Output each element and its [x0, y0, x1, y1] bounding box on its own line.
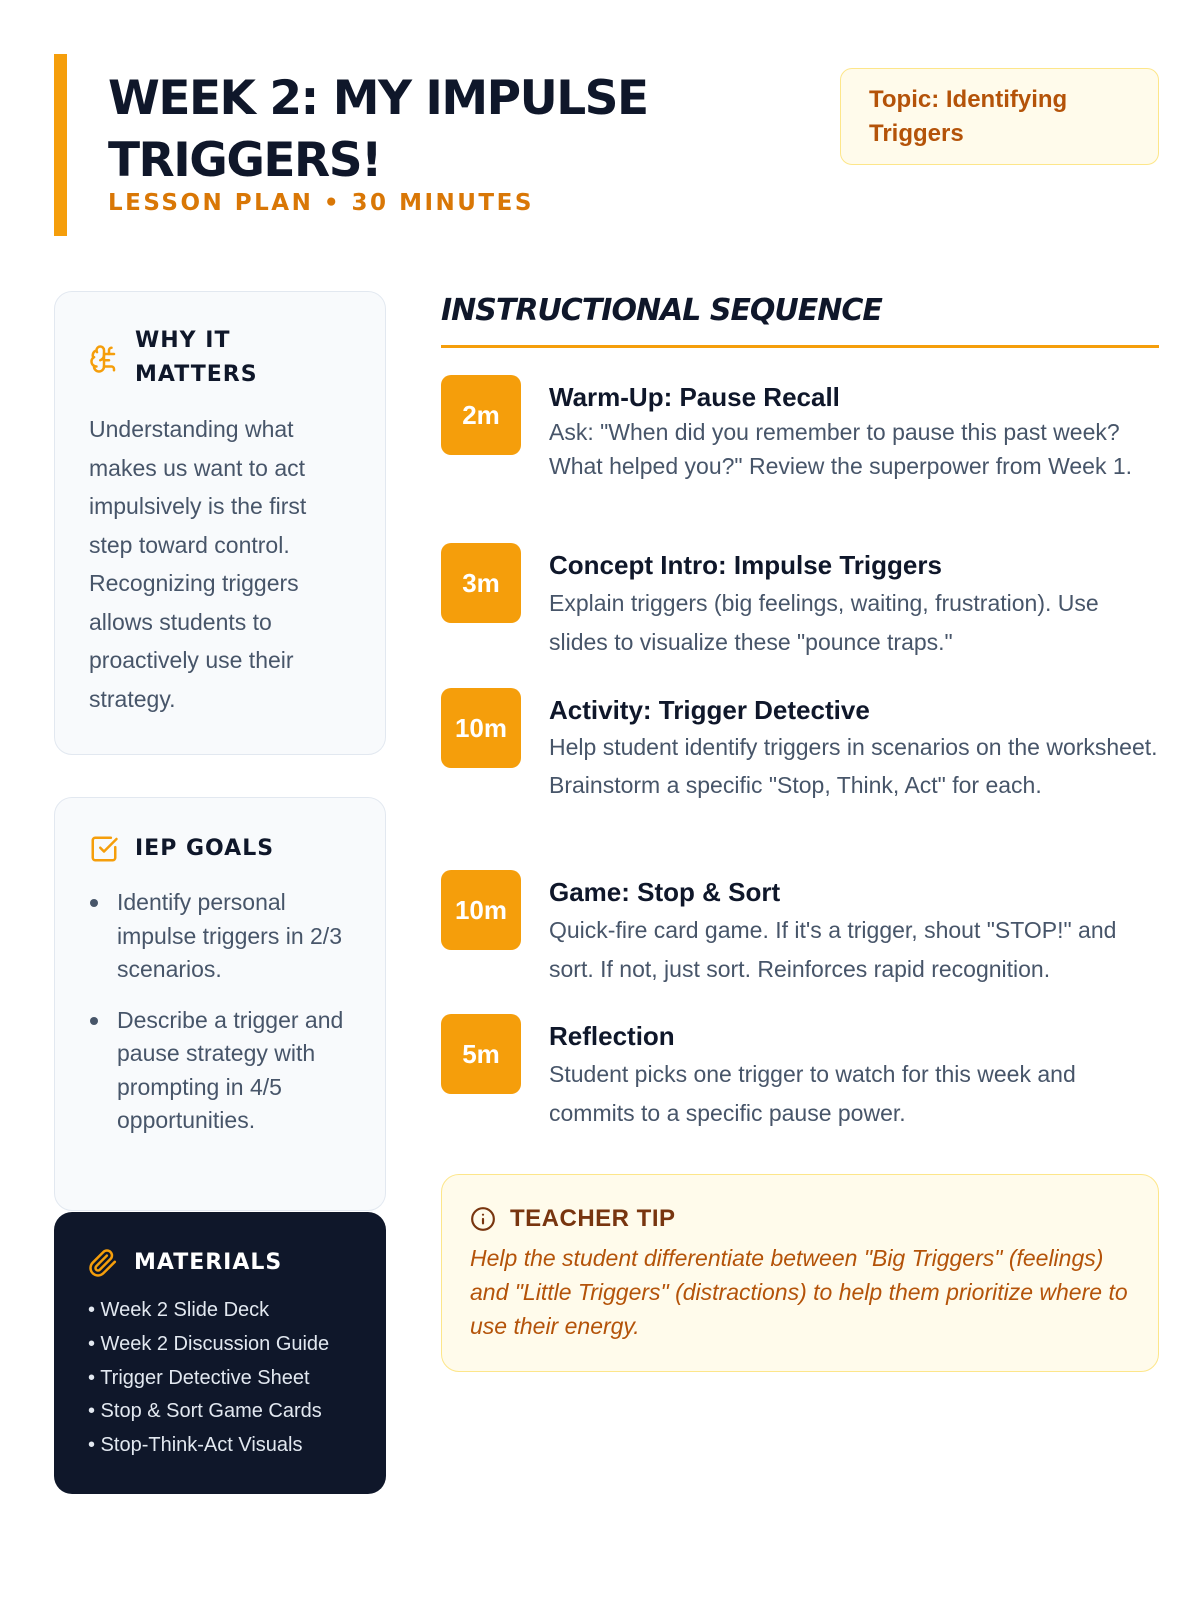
iep-goals-card: [54, 797, 386, 1211]
iep-goal-item: Describe a trigger and pause strategy with prompting in 4/5 opportunities.: [89, 1004, 351, 1138]
accent-bar: [54, 54, 67, 236]
step-time-badge: 5m: [441, 1014, 521, 1094]
materials-title: MATERIALS: [134, 1250, 283, 1275]
sequence-title: INSTRUCTIONAL SEQUENCE: [441, 293, 882, 328]
iep-goal-item: Identify personal impulse triggers in 2/3 scenarios.: [89, 886, 351, 987]
why-it-matters-card: [54, 291, 386, 755]
step-description: Explain triggers (big feelings, waiting, frustration). Use slides to visualize these "pounce traps.": [549, 590, 1099, 655]
teacher-tip-title: TEACHER TIP: [510, 1205, 676, 1232]
step-description: Student picks one trigger to watch for this week and commits to a specific pause power.: [549, 1061, 1076, 1126]
step-description: Ask: "When did you remember to pause this past week? What helped you?" Review the superpower from Week 1.: [549, 419, 1133, 479]
material-item: • Week 2 Discussion Guide: [88, 1332, 330, 1355]
step-title: Activity: Trigger Detective: [549, 695, 870, 725]
teacher-tip-box: [441, 1174, 1159, 1372]
info-icon: [470, 1206, 496, 1232]
teacher-tip-text: Help the student differentiate between "Big Triggers" (feelings) and "Little Triggers" (distractions) to help them prioritize where to use their energy.: [470, 1245, 1128, 1339]
material-item: • Trigger Detective Sheet: [88, 1366, 310, 1389]
step-title: Concept Intro: Impulse Triggers: [549, 550, 942, 580]
step-title: Reflection: [549, 1021, 675, 1051]
page-title: WEEK 2: MY IMPULSE TRIGGERS!: [108, 71, 648, 188]
paperclip-icon: [88, 1248, 118, 1278]
brain-icon: [89, 344, 119, 374]
topic-text: Topic: Identifying Triggers: [869, 86, 1068, 147]
step-time-badge: 2m: [441, 375, 521, 455]
step-title: Game: Stop & Sort: [549, 877, 781, 907]
page-subtitle: LESSON PLAN • 30 MINUTES: [108, 190, 534, 216]
material-item: • Week 2 Slide Deck: [88, 1299, 270, 1321]
why-it-matters-title: WHY IT MATTERS: [135, 328, 258, 387]
step-description: Help student identify triggers in scenarios on the worksheet. Brainstorm a specific "Stop, Think, Act" for each.: [549, 734, 1158, 798]
step-title: Warm-Up: Pause Recall: [549, 382, 840, 412]
checkbox-icon: [89, 834, 119, 864]
materials-card: [54, 1212, 386, 1494]
material-item: • Stop-Think-Act Visuals: [88, 1434, 303, 1457]
topic-badge: [840, 68, 1159, 165]
iep-goals-title: IEP GOALS: [135, 836, 275, 861]
step-time-badge: 3m: [441, 543, 521, 623]
why-it-matters-text: Understanding what makes us want to act impulsively is the first step toward control. Recognizing triggers allows students to proactively use their strategy.: [89, 416, 307, 712]
material-item: • Stop & Sort Game Cards: [88, 1400, 322, 1423]
iep-goals-list: [89, 886, 351, 1138]
sequence-divider: [441, 345, 1159, 348]
step-description: Quick-fire card game. If it's a trigger, shout "STOP!" and sort. If not, just sort. Reinforces rapid recognition.: [549, 917, 1117, 982]
step-time-badge: 10m: [441, 870, 521, 950]
page-header: [54, 54, 1159, 236]
step-time-badge: 10m: [441, 688, 521, 768]
